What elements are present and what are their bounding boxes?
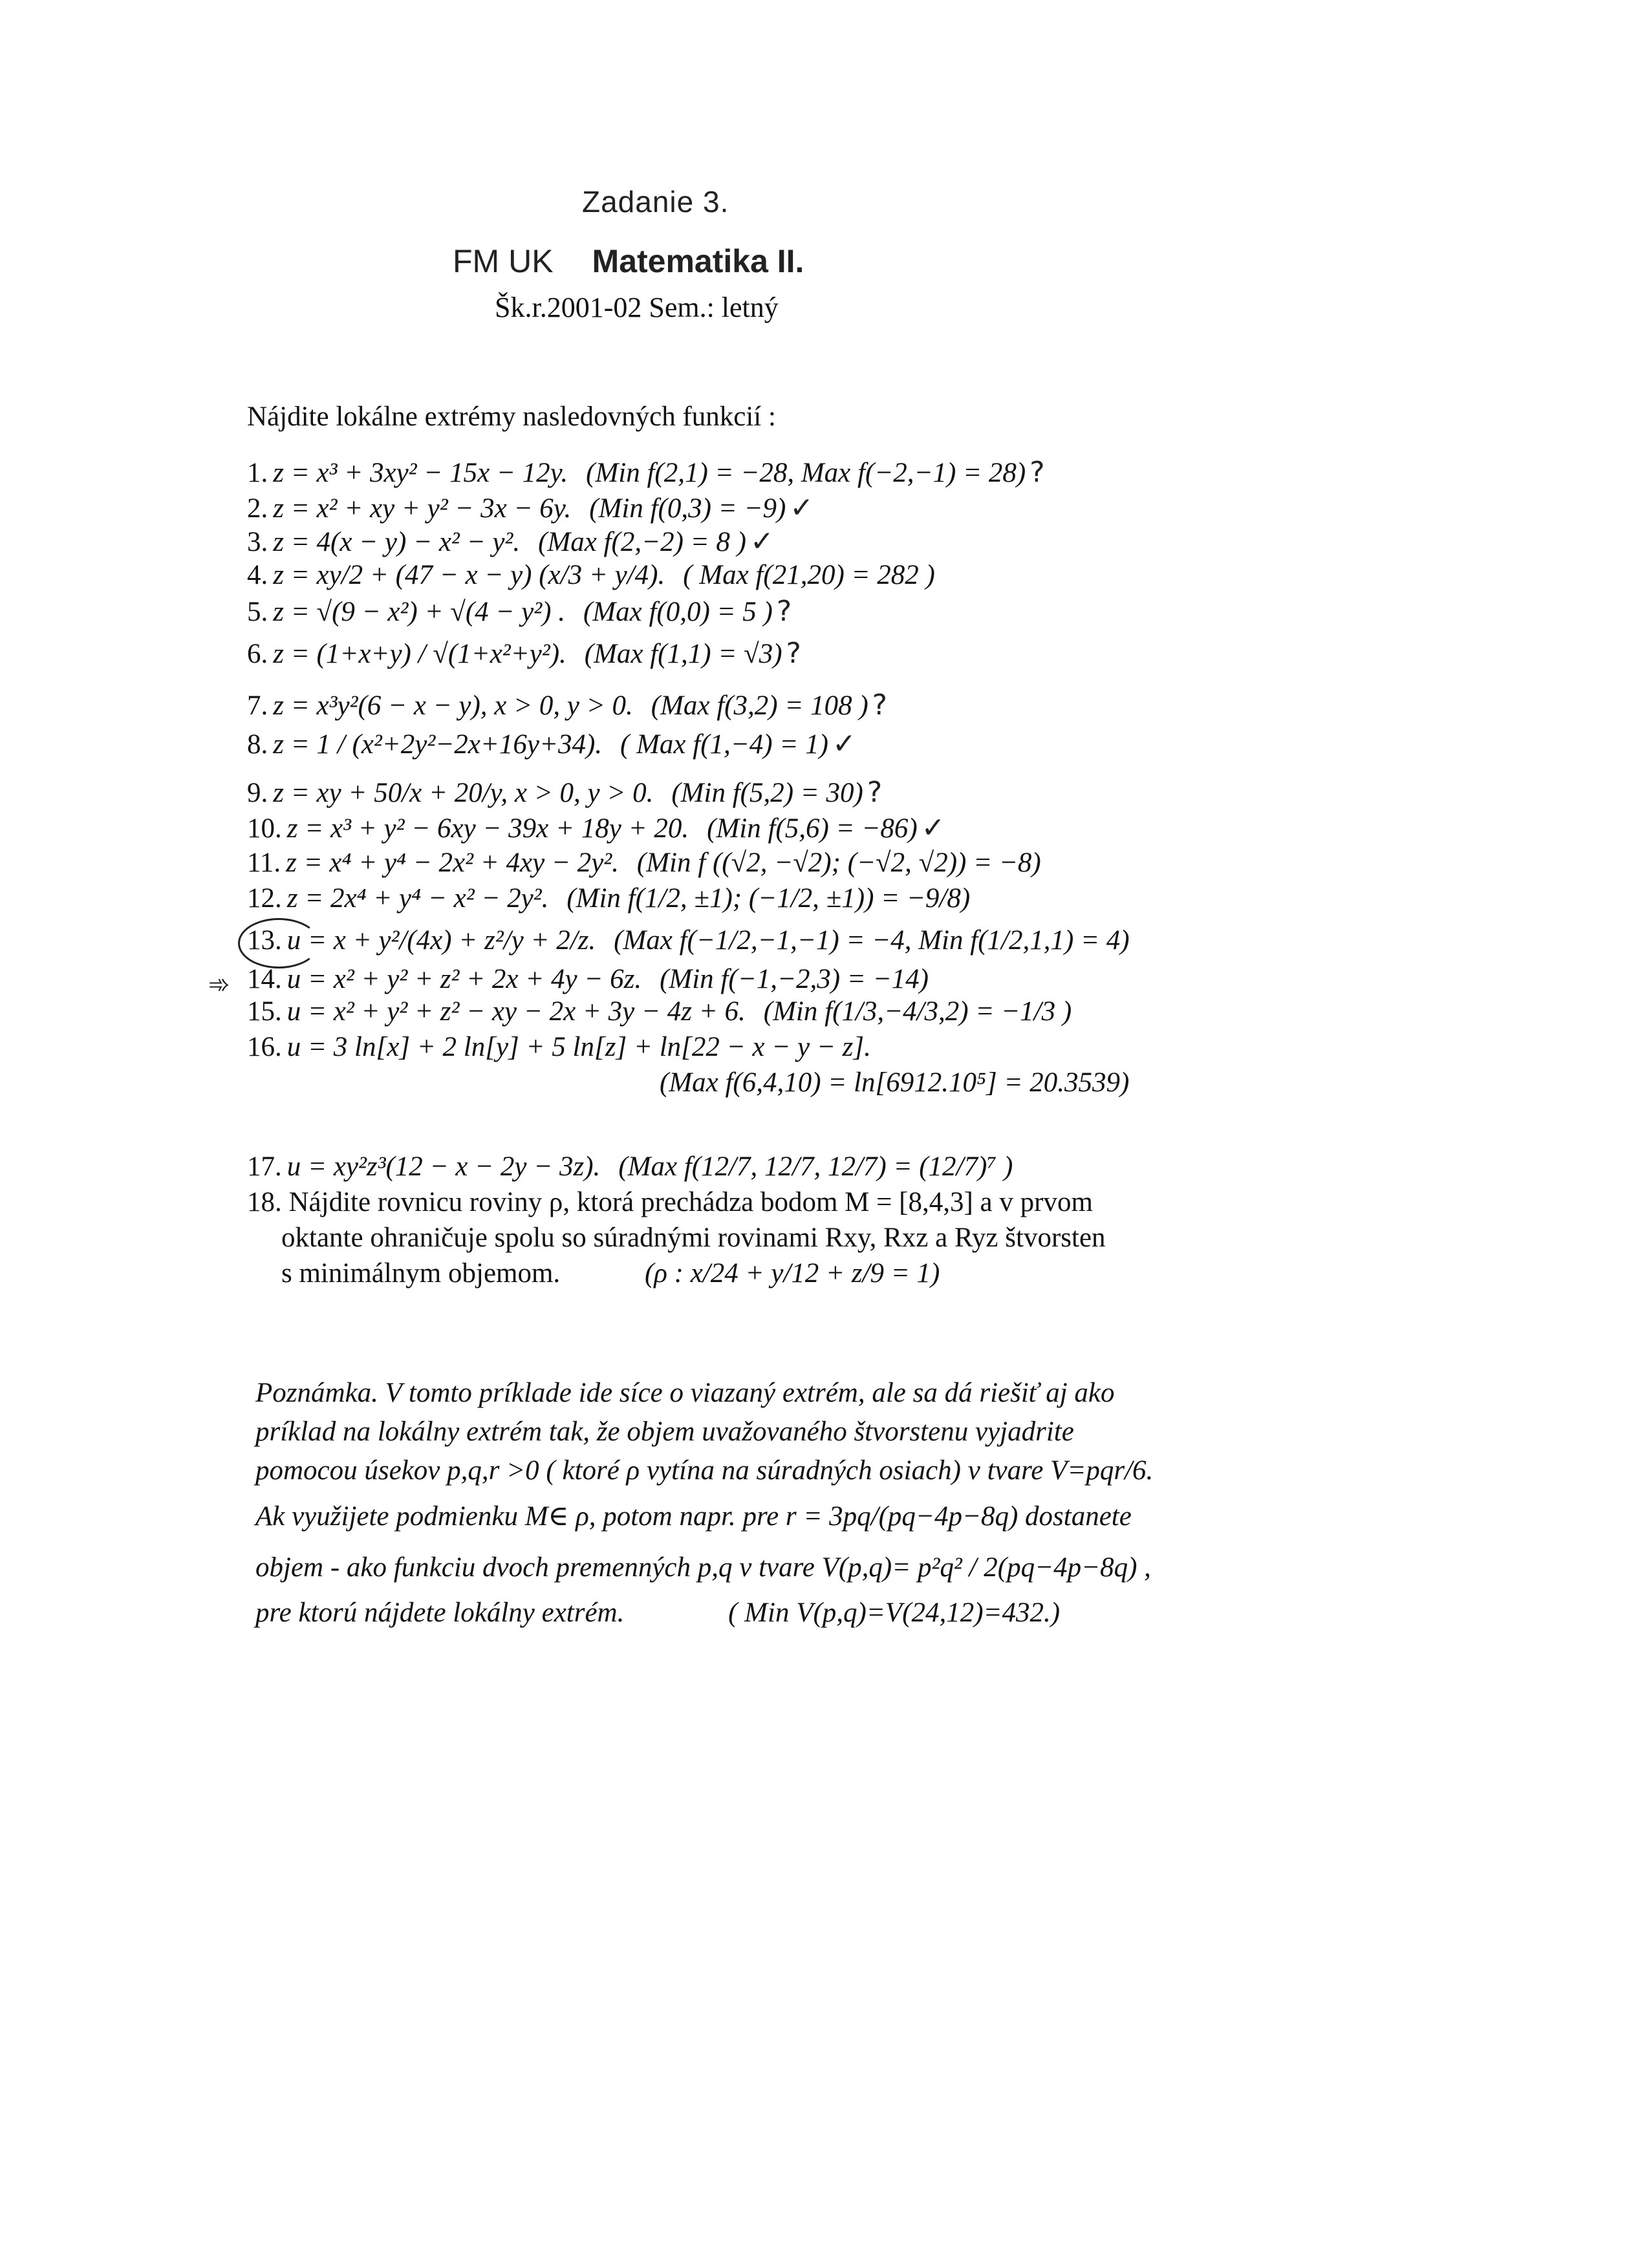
problem-18-line-3 <box>281 1257 940 1289</box>
problem-answer: (Max f(−1/2,−1,−1) = −4, Min f(1/2,1,1) = 4) <box>614 925 1130 956</box>
problem-9 <box>247 776 882 809</box>
problem-18-line-2: oktante ohraničuje spolu so súradnými rovinami Rxy, Rxz a Ryz štvorsten <box>281 1223 1106 1253</box>
problem-number: 2. <box>247 493 268 524</box>
problem-answer: (Min f(2,1) = −28, Max f(−2,−1) = 28) <box>586 458 1026 488</box>
problem-function: u = x² + y² + z² + 2x + 4y − 6z. <box>286 964 642 994</box>
problem-answer: (Min f(−1,−2,3) = −14) <box>660 964 929 994</box>
problem-function: u = 3 ln[x] + 2 ln[y] + 5 ln[z] + ln[22 − x − y − z]. <box>286 1032 871 1062</box>
problem-number: 8. <box>247 729 268 760</box>
problem-11 <box>247 847 1041 879</box>
problem-function: z = 1 / (x²+2y²−2x+16y+34). <box>273 729 603 760</box>
note-line-1: Poznámka. V tomto príklade ide síce o viazaný extrém, ale sa dá riešiť aj ako <box>255 1378 1115 1408</box>
problem-number: 13. <box>247 925 282 956</box>
note-line-6 <box>255 1597 1060 1629</box>
problem-function: z = (1+x+y) / √(1+x²+y²). <box>273 639 566 669</box>
problem-answer: (Min f(0,3) = −9) <box>589 493 786 524</box>
problem-number: 1. <box>247 458 268 488</box>
note-line-2: príklad na lokálny extrém tak, že objem uvažovaného štvorstenu vyjadrite <box>255 1417 1074 1447</box>
note-line-3: pomocou úsekov p,q,r >0 ( ktoré ρ vytína na súradných osiach) v tvare V=pqr/6. <box>255 1455 1154 1486</box>
handwritten-arrow-icon: ➾ <box>208 970 230 1000</box>
problem-number: 7. <box>247 690 268 721</box>
handwritten-circle-mark <box>238 918 319 968</box>
problem-10 <box>247 811 945 844</box>
problem-answer: (ρ : x/24 + y/12 + z/9 = 1) <box>644 1258 940 1289</box>
problem-function: z = xy/2 + (47 − x − y) (x/3 + y/4). <box>273 560 665 590</box>
problem-answer: (Min f(1/2, ±1); (−1/2, ±1)) = −9/8) <box>566 883 971 914</box>
handwritten-check-icon: ✓ <box>750 525 774 558</box>
note-line-4: Ak využijete podmienku M∈ ρ, potom napr. pre r = 3pq/(pq−4p−8q) dostanete <box>255 1501 1132 1532</box>
problem-function: z = x² + xy + y² − 3x − 6y. <box>273 493 572 524</box>
handwritten-check-icon: ✓ <box>790 491 814 524</box>
course-header <box>453 242 804 280</box>
problem-2 <box>247 491 814 524</box>
problem-answer: ( Max f(21,20) = 282 ) <box>683 560 935 590</box>
problem-8 <box>247 727 856 760</box>
problem-7 <box>247 689 887 722</box>
problem-13 <box>247 925 1130 956</box>
problem-number: 14. <box>247 964 282 994</box>
problem-answer: (Min f(1/3,−4/3,2) = −1/3 ) <box>763 996 1072 1027</box>
problem-number: 10. <box>247 813 282 844</box>
problem-function: u = x² + y² + z² − xy − 2x + 3y − 4z + 6. <box>286 996 746 1027</box>
course-name: Matematika II. <box>592 243 804 279</box>
problem-number: 16. <box>247 1032 282 1062</box>
problem-function: z = x⁴ + y⁴ − 2x² + 4xy − 2y². <box>286 848 619 878</box>
handwritten-check-icon: ✓ <box>832 727 856 760</box>
note-answer: ( Min V(p,q)=V(24,12)=432.) <box>728 1598 1061 1628</box>
problem-17 <box>247 1151 1013 1182</box>
problem-number: 5. <box>247 597 268 627</box>
handwritten-question-icon: ? <box>786 637 801 670</box>
problem-function: z = x³ + 3xy² − 15x − 12y. <box>273 458 568 488</box>
problem-text: s minimálnym objemom. <box>281 1258 561 1289</box>
handwritten-question-icon: ? <box>1029 456 1045 489</box>
problem-answer: (Max f(0,0) = 5 ) <box>583 597 773 627</box>
problem-15 <box>247 996 1072 1027</box>
problem-function: z = x³y²(6 − x − y), x > 0, y > 0. <box>273 690 633 721</box>
problem-function: z = xy + 50/x + 20/y, x > 0, y > 0. <box>273 778 654 808</box>
problem-number: 11. <box>247 848 281 878</box>
problem-answer: (Min f(5,6) = −86) <box>707 813 918 844</box>
problem-answer: (Max f(6,4,10) = ln[6912.10⁵] = 20.3539) <box>660 1067 1130 1098</box>
problem-number: 9. <box>247 778 268 808</box>
instructions: Nájdite lokálne extrémy nasledovných funkcií : <box>247 401 776 432</box>
note-line-5: objem - ako funkciu dvoch premenných p,q v tvare V(p,q)= p²q² / 2(pq−4p−8q) , <box>255 1552 1151 1583</box>
handwritten-check-icon: ✓ <box>921 811 945 844</box>
problem-16-answer-line <box>660 1067 1129 1098</box>
problem-number: 3. <box>247 527 268 557</box>
institution: FM UK <box>453 243 554 279</box>
problem-1 <box>247 456 1045 489</box>
problem-function: z = 4(x − y) − x² − y². <box>273 527 521 557</box>
problem-number: 18. <box>247 1187 282 1217</box>
problem-answer: (Min f(5,2) = 30) <box>671 778 863 808</box>
problem-number: 12. <box>247 883 282 914</box>
problem-answer: (Min f ((√2, −√2); (−√2, √2)) = −8) <box>636 848 1041 878</box>
problem-function: z = x³ + y² − 6xy − 39x + 18y + 20. <box>286 813 689 844</box>
problem-14 <box>247 963 929 995</box>
problem-function: u = xy²z³(12 − x − 2y − 3z). <box>286 1151 601 1182</box>
handwritten-question-icon: ? <box>867 776 883 809</box>
problem-number: 15. <box>247 996 282 1027</box>
problem-answer: ( Max f(1,−4) = 1) <box>620 729 828 760</box>
problem-answer: (Max f(1,1) = √3) <box>584 639 782 669</box>
problem-number: 17. <box>247 1151 282 1182</box>
problem-function: z = √(9 − x²) + √(4 − y²) . <box>273 597 565 627</box>
problem-answer: (Max f(12/7, 12/7, 12/7) = (12/7)⁷ ) <box>618 1151 1013 1182</box>
handwritten-question-icon: ? <box>776 595 792 628</box>
school-year-semester: Šk.r.2001-02 Sem.: letný <box>495 292 779 323</box>
problem-function: u = x + y²/(4x) + z²/y + 2/z. <box>286 925 596 956</box>
problem-4 <box>247 559 935 591</box>
problem-function: z = 2x⁴ + y⁴ − x² − 2y². <box>286 883 549 914</box>
problem-5 <box>247 595 792 628</box>
problem-12 <box>247 883 970 914</box>
problem-16 <box>247 1031 871 1063</box>
problem-text: Nájdite rovnicu roviny ρ, ktorá prechádza bodom M = [8,4,3] a v prvom <box>288 1187 1093 1217</box>
handwritten-question-icon: ? <box>872 689 888 722</box>
problem-number: 6. <box>247 639 268 669</box>
problem-number: 4. <box>247 560 268 590</box>
problem-answer: (Max f(2,−2) = 8 ) <box>538 527 746 557</box>
problem-3 <box>247 525 774 558</box>
problem-6 <box>247 637 801 670</box>
problem-answer: (Max f(3,2) = 108 ) <box>651 690 868 721</box>
problem-18 <box>247 1186 1093 1218</box>
note-text: pre ktorú nájdete lokálny extrém. <box>255 1598 625 1628</box>
assignment-title: Zadanie 3. <box>582 185 729 219</box>
